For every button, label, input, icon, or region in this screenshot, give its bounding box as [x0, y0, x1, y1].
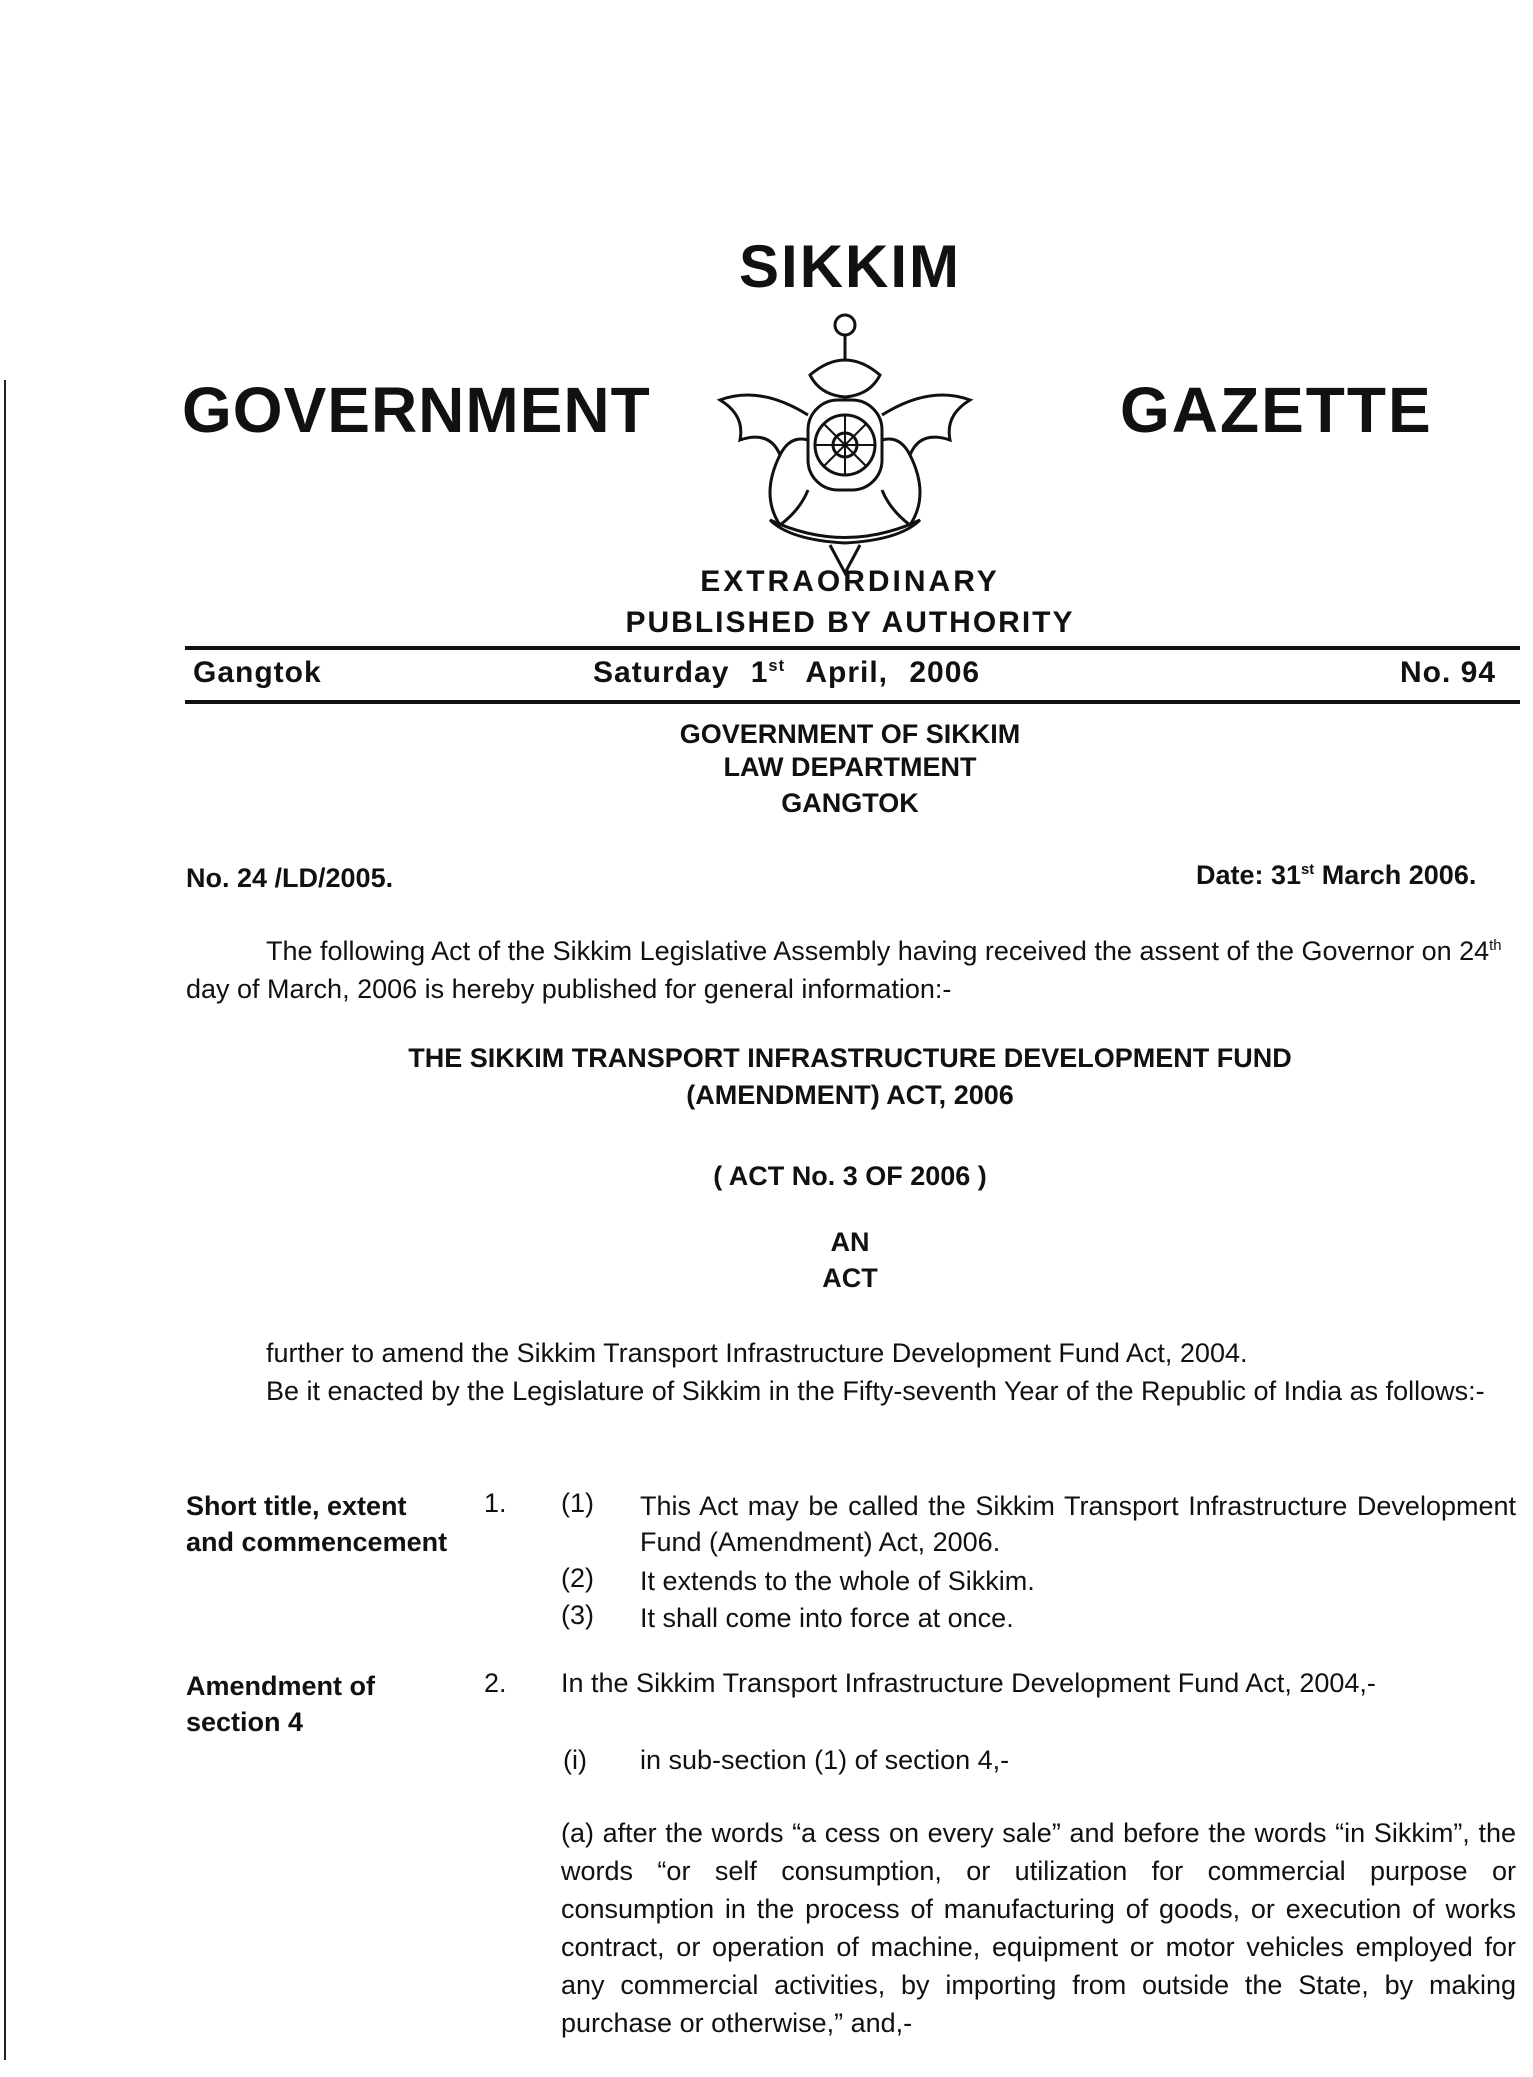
- clause-i-number: (i): [563, 1745, 587, 1775]
- notification-date-prefix: Date: 31: [1196, 860, 1302, 890]
- department-line-3: GANGTOK: [781, 788, 919, 818]
- section-1-marginal-note: [186, 1488, 447, 1560]
- issue-day: Saturday: [593, 656, 730, 689]
- issue-date-number: 1: [750, 656, 769, 689]
- subsection-2-number: (2): [561, 1563, 594, 1593]
- act-heading-act: ACT: [822, 1263, 878, 1293]
- subsection-2-text: It extends to the whole of Sikkim.: [640, 1566, 1035, 1596]
- issue-date: [593, 656, 980, 690]
- department-line-1: GOVERNMENT OF SIKKIM: [679, 719, 1021, 749]
- header-rule-bottom: [185, 700, 1520, 704]
- issue-place: Gangtok: [193, 656, 322, 689]
- issue-number: No. 94: [1400, 656, 1497, 689]
- issue-month-year: April, 2006: [805, 656, 981, 689]
- preamble-enacting-clause: Be it enacted by the Legislature of Sikkim in the Fifty-seventh Year of the Republic of India as follows:-: [266, 1376, 1485, 1406]
- notification-date-suffix: March 2006.: [1314, 860, 1477, 890]
- subsection-1-number: (1): [561, 1488, 594, 1518]
- section-1-note-line-1: Short title, extent: [186, 1491, 407, 1521]
- section-1-note-line-2: and commencement: [186, 1527, 448, 1557]
- section-1-number: 1.: [484, 1488, 507, 1518]
- section-2-marginal-note: [186, 1668, 375, 1740]
- section-2-note-line-2: section 4: [186, 1707, 304, 1737]
- intro-paragraph: [186, 932, 1516, 1008]
- section-2-number: 2.: [484, 1668, 507, 1698]
- notification-number: No. 24 /LD/2005.: [186, 863, 394, 893]
- department-line-2: LAW DEPARTMENT: [723, 752, 977, 782]
- section-2-note-line-1: Amendment of: [186, 1671, 375, 1701]
- masthead-gazette: GAZETTE: [1120, 374, 1433, 446]
- notification-date: [1196, 860, 1476, 891]
- subsection-3-text: It shall come into force at once.: [640, 1603, 1014, 1633]
- subsection-3-number: (3): [561, 1600, 594, 1630]
- sikkim-emblem-icon: [700, 305, 990, 580]
- intro-sup: th: [1489, 938, 1502, 954]
- intro-text-part1: The following Act of the Sikkim Legislative Assembly having received the assent of the Governor on 24: [266, 936, 1490, 966]
- preamble-line-1: further to amend the Sikkim Transport Infrastructure Development Fund Act, 2004.: [266, 1338, 1248, 1368]
- act-title-line-1: THE SIKKIM TRANSPORT INFRASTRUCTURE DEVELOPMENT FUND: [408, 1043, 1292, 1073]
- section-2-text: In the Sikkim Transport Infrastructure Development Fund Act, 2004,-: [561, 1668, 1376, 1698]
- act-number: ( ACT No. 3 OF 2006 ): [713, 1161, 987, 1191]
- issue-date-suffix: st: [768, 657, 786, 675]
- clause-a-text: (a) after the words “a cess on every sale” and before the words “in Sikkim”, the words “or self consumption, or utilization for commercial purpose or consumption in the process of manufacturing of goods, or execution of works contract, or operation of machine, equipment or motor vehicles employed for any commercial activities, by importing from outside the State, by making purchase or otherwise,” and,-: [561, 1818, 1516, 2038]
- subsection-1-text: This Act may be called the Sikkim Transport Infrastructure Development Fund (Amendment) Act, 2006.: [640, 1491, 1516, 1557]
- gazette-subtitle-extraordinary: EXTRAORDINARY: [700, 565, 1000, 598]
- clause-i-text: in sub-section (1) of section 4,-: [640, 1745, 1010, 1775]
- notification-date-sup: st: [1301, 862, 1315, 878]
- act-title-line-2: (AMENDMENT) ACT, 2006: [686, 1080, 1014, 1110]
- gazette-subtitle-authority: PUBLISHED BY AUTHORITY: [625, 606, 1075, 639]
- intro-text-part2: day of March, 2006 is hereby published for general information:-: [186, 974, 952, 1004]
- header-rule-top: [185, 646, 1520, 650]
- masthead-state-name: SIKKIM: [739, 233, 961, 300]
- masthead-government: GOVERNMENT: [182, 374, 651, 446]
- act-heading-an: AN: [830, 1227, 870, 1257]
